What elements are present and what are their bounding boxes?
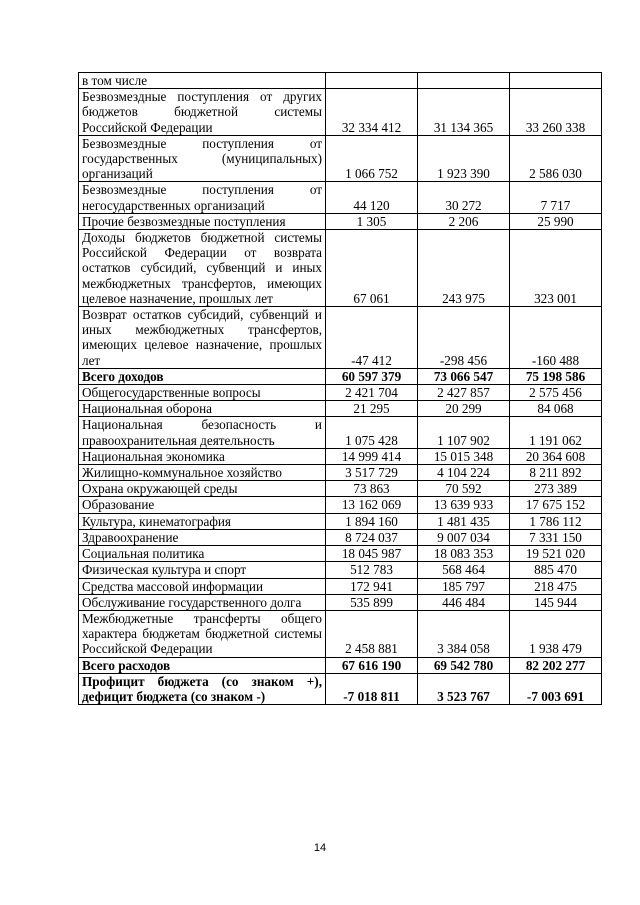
table-row (79, 73, 602, 89)
table-row (79, 578, 602, 594)
row-value: 1 786 112 (510, 513, 602, 529)
row-value: 323 001 (510, 230, 602, 307)
table-row-total-income (79, 368, 602, 384)
row-value: 885 470 (510, 562, 602, 578)
row-label: Безвозмездные поступления от государственных (муниципальных) организаций (79, 135, 326, 182)
table-row (79, 417, 602, 448)
row-label: Национальная экономика (79, 448, 326, 464)
row-value: 2 458 881 (326, 610, 418, 657)
row-value: 185 797 (418, 578, 510, 594)
row-value: 15 015 348 (418, 448, 510, 464)
row-value: 67 616 190 (326, 657, 418, 673)
row-value (418, 73, 510, 89)
row-value: 30 272 (418, 182, 510, 213)
row-value: 568 464 (418, 562, 510, 578)
row-value: 32 334 412 (326, 89, 418, 136)
table-row (79, 562, 602, 578)
table-row (79, 182, 602, 213)
table-row-balance (79, 673, 602, 704)
row-label: Физическая культура и спорт (79, 562, 326, 578)
table-row (79, 213, 602, 229)
row-value: 1 938 479 (510, 610, 602, 657)
row-value: 21 295 (326, 401, 418, 417)
row-value: 1 066 752 (326, 135, 418, 182)
row-label: Возврат остатков субсидий, субвенций и иных межбюджетных трансфертов, имеющих целевое назначение, прошлых лет (79, 307, 326, 369)
row-label: Всего расходов (79, 657, 326, 673)
row-label: Межбюджетные трансферты общего характера бюджетам бюджетной системы Российской Федерации (79, 610, 326, 657)
row-value: 7 331 150 (510, 529, 602, 545)
row-label: Профицит бюджета (со знаком +), дефицит бюджета (со знаком -) (79, 673, 326, 704)
row-value: 535 899 (326, 594, 418, 610)
row-value: 2 427 857 (418, 385, 510, 401)
row-value (326, 73, 418, 89)
table-row (79, 465, 602, 481)
row-value: -160 488 (510, 307, 602, 369)
row-value: 84 068 (510, 401, 602, 417)
row-value: -7 018 811 (326, 673, 418, 704)
table-row (79, 89, 602, 136)
row-label: Здравоохранение (79, 529, 326, 545)
row-value: 2 421 704 (326, 385, 418, 401)
table-row (79, 513, 602, 529)
row-value: 67 061 (326, 230, 418, 307)
row-value: 273 389 (510, 481, 602, 497)
row-value: 82 202 277 (510, 657, 602, 673)
row-value: 145 944 (510, 594, 602, 610)
row-label: Общегосударственные вопросы (79, 385, 326, 401)
row-value: 70 592 (418, 481, 510, 497)
page-number: 14 (313, 842, 327, 854)
row-value: 9 007 034 (418, 529, 510, 545)
row-value: 7 717 (510, 182, 602, 213)
row-value: -7 003 691 (510, 673, 602, 704)
row-label: Безвозмездные поступления от негосударственных организаций (79, 182, 326, 213)
table-row (79, 529, 602, 545)
row-value: 1 305 (326, 213, 418, 229)
row-value: 20 364 608 (510, 448, 602, 464)
row-label: Средства массовой информации (79, 578, 326, 594)
table-row (79, 385, 602, 401)
row-value: 1 075 428 (326, 417, 418, 448)
row-label: Охрана окружающей среды (79, 481, 326, 497)
table-row (79, 135, 602, 182)
row-value: 1 107 902 (418, 417, 510, 448)
row-value: 17 675 152 (510, 497, 602, 513)
row-label: Национальная безопасность и правоохранительная деятельность (79, 417, 326, 448)
table-row (79, 401, 602, 417)
row-value: 25 990 (510, 213, 602, 229)
row-label: Культура, кинематография (79, 513, 326, 529)
row-value: 73 863 (326, 481, 418, 497)
row-value: 4 104 224 (418, 465, 510, 481)
row-value: 2 575 456 (510, 385, 602, 401)
row-label: Жилищно-коммунальное хозяйство (79, 465, 326, 481)
table-row (79, 481, 602, 497)
row-value: 75 198 586 (510, 368, 602, 384)
row-value: 8 211 892 (510, 465, 602, 481)
row-label: Образование (79, 497, 326, 513)
row-value: 3 384 058 (418, 610, 510, 657)
row-label: Всего доходов (79, 368, 326, 384)
row-value: 446 484 (418, 594, 510, 610)
row-value: 13 162 069 (326, 497, 418, 513)
row-value: 73 066 547 (418, 368, 510, 384)
row-value: 3 523 767 (418, 673, 510, 704)
row-value: 60 597 379 (326, 368, 418, 384)
row-value: 3 517 729 (326, 465, 418, 481)
row-value: 2 206 (418, 213, 510, 229)
table-row (79, 594, 602, 610)
row-label: Социальная политика (79, 546, 326, 562)
table-row (79, 448, 602, 464)
row-value: 172 941 (326, 578, 418, 594)
row-value: 1 894 160 (326, 513, 418, 529)
row-value: 1 191 062 (510, 417, 602, 448)
row-value: 33 260 338 (510, 89, 602, 136)
row-value: 512 783 (326, 562, 418, 578)
row-label: Обслуживание государственного долга (79, 594, 326, 610)
row-value: 243 975 (418, 230, 510, 307)
row-value: 2 586 030 (510, 135, 602, 182)
row-label: Безвозмездные поступления от других бюджетов бюджетной системы Российской Федерации (79, 89, 326, 136)
row-label: Доходы бюджетов бюджетной системы Российской Федерации от возврата остатков субсидий, субвенций и иных межбюджетных трансфертов, имеющих целевое назначение, прошлых лет (79, 230, 326, 307)
budget-table (78, 72, 602, 705)
table-row (79, 230, 602, 307)
row-label: в том числе (79, 73, 326, 89)
table-row (79, 497, 602, 513)
row-value: 18 045 987 (326, 546, 418, 562)
row-label: Национальная оборона (79, 401, 326, 417)
row-value: 18 083 353 (418, 546, 510, 562)
table-row (79, 307, 602, 369)
row-value: 1 923 390 (418, 135, 510, 182)
row-value: -47 412 (326, 307, 418, 369)
row-value: 44 120 (326, 182, 418, 213)
row-label: Прочие безвозмездные поступления (79, 213, 326, 229)
row-value: 69 542 780 (418, 657, 510, 673)
row-value: 8 724 037 (326, 529, 418, 545)
row-value: 14 999 414 (326, 448, 418, 464)
row-value: 19 521 020 (510, 546, 602, 562)
row-value: 20 299 (418, 401, 510, 417)
table-row (79, 546, 602, 562)
row-value: 1 481 435 (418, 513, 510, 529)
row-value (510, 73, 602, 89)
row-value: 13 639 933 (418, 497, 510, 513)
table-row (79, 610, 602, 657)
row-value: -298 456 (418, 307, 510, 369)
row-value: 218 475 (510, 578, 602, 594)
table-row-total-expenses (79, 657, 602, 673)
row-value: 31 134 365 (418, 89, 510, 136)
